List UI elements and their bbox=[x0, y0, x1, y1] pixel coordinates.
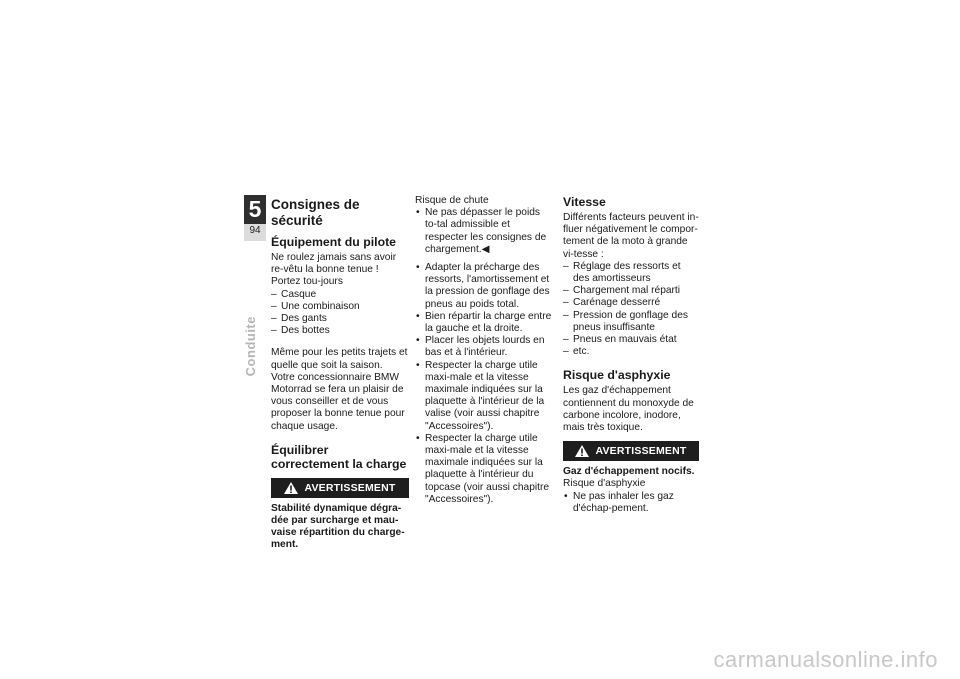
list-item: • Respecter la charge utile maxi-male et la vitesse maximale indiquées sur la plaquette à l'intérieur du topcase (voir aussi chapitre "Accessoires"). bbox=[415, 433, 552, 506]
list-item: • Bien répartir la charge entre la gauche et la droite. bbox=[415, 311, 552, 335]
list-item: • Adapter la précharge des ressorts, l'amortissement et la pression de gonflage des pneus au poids total. bbox=[415, 262, 552, 311]
warning-text: Stabilité dynamique dégra-dée par surcharge et mau-vaise répartition du charge-ment. bbox=[271, 502, 405, 551]
list-item: • Placer les objets lourds en bas et à l'intérieur. bbox=[415, 335, 552, 359]
risk-label: Risque de chute bbox=[415, 195, 489, 206]
warning-risk: Risque d'asphyxie bbox=[563, 478, 646, 490]
chapter-tab bbox=[244, 195, 266, 241]
asphyxia-text: Les gaz d'échappement contiennent du monoxyde de carbone incolore, inodore, mais très toxique. bbox=[563, 385, 694, 434]
rider-equipment-heading: Équipement du pilote bbox=[271, 235, 397, 249]
list-item: • Respecter la charge utile maxi-male et la vitesse maximale indiquées sur la plaquette à l'intérieur de la valise (voir aussi chapitre "Accessoires"). bbox=[415, 360, 552, 433]
column-2 bbox=[415, 195, 552, 506]
equipment-list bbox=[271, 289, 409, 338]
warning-bar bbox=[563, 441, 699, 461]
load-instructions-list bbox=[415, 207, 552, 506]
column-1 bbox=[271, 195, 409, 552]
load-balance-heading: Équilibrer correctement la charge bbox=[271, 442, 407, 471]
warning-title: Gaz d'échappement nocifs. bbox=[563, 466, 695, 478]
list-item: – etc. bbox=[563, 346, 699, 358]
list-item: – Des bottes bbox=[271, 325, 409, 337]
list-item: – Pneus en mauvais état bbox=[563, 334, 699, 346]
warning-label: AVERTISSEMENT bbox=[304, 481, 396, 494]
list-item: – Casque bbox=[271, 289, 409, 301]
list-item: – Carénage desserré bbox=[563, 297, 699, 309]
rider-equipment-intro: Ne roulez jamais sans avoir re-vêtu la bonne tenue ! Portez tou-jours bbox=[271, 252, 397, 288]
warning-bar bbox=[271, 478, 409, 498]
warning-label: AVERTISSEMENT bbox=[595, 445, 687, 458]
chapter-number: 5 bbox=[244, 195, 266, 224]
list-item: • Ne pas dépasser le poids to-tal admissible et respecter les consignes de chargement.◀ bbox=[415, 207, 552, 256]
list-item: – Chargement mal réparti bbox=[563, 285, 699, 297]
list-item: – Une combinaison bbox=[271, 301, 409, 313]
list-item: – Des gants bbox=[271, 313, 409, 325]
warning-triangle-icon bbox=[575, 445, 589, 457]
list-item: – Pression de gonflage des pneus insuffisante bbox=[563, 310, 699, 334]
chapter-side-label: Conduite bbox=[243, 316, 258, 377]
watermark: carmanualsonline.info bbox=[713, 647, 938, 672]
list-item: • Ne pas inhaler les gaz d'échap-pement. bbox=[563, 491, 699, 515]
page-number: 94 bbox=[249, 225, 261, 236]
column-3 bbox=[563, 195, 699, 515]
speed-intro: Différents facteurs peuvent in-fluer négativement le compor-tement de la moto à grande vi-tesse : bbox=[563, 212, 699, 260]
page-title: Consignes de sécurité bbox=[271, 197, 360, 228]
asphyxia-heading: Risque d'asphyxie bbox=[563, 368, 671, 383]
warning-list bbox=[563, 491, 699, 515]
warning-triangle-icon bbox=[284, 482, 298, 494]
speed-factors-list bbox=[563, 261, 699, 359]
speed-heading: Vitesse bbox=[563, 195, 606, 209]
rider-equipment-paragraph: Même pour les petits trajets et quelle que soit la saison. Votre concessionnaire BMW Motorrad se fera un plaisir de vous conseiller et de vous proposer la bonne tenue pour chaque usage. bbox=[271, 347, 408, 432]
list-item: – Réglage des ressorts et des amortisseurs bbox=[563, 261, 699, 285]
